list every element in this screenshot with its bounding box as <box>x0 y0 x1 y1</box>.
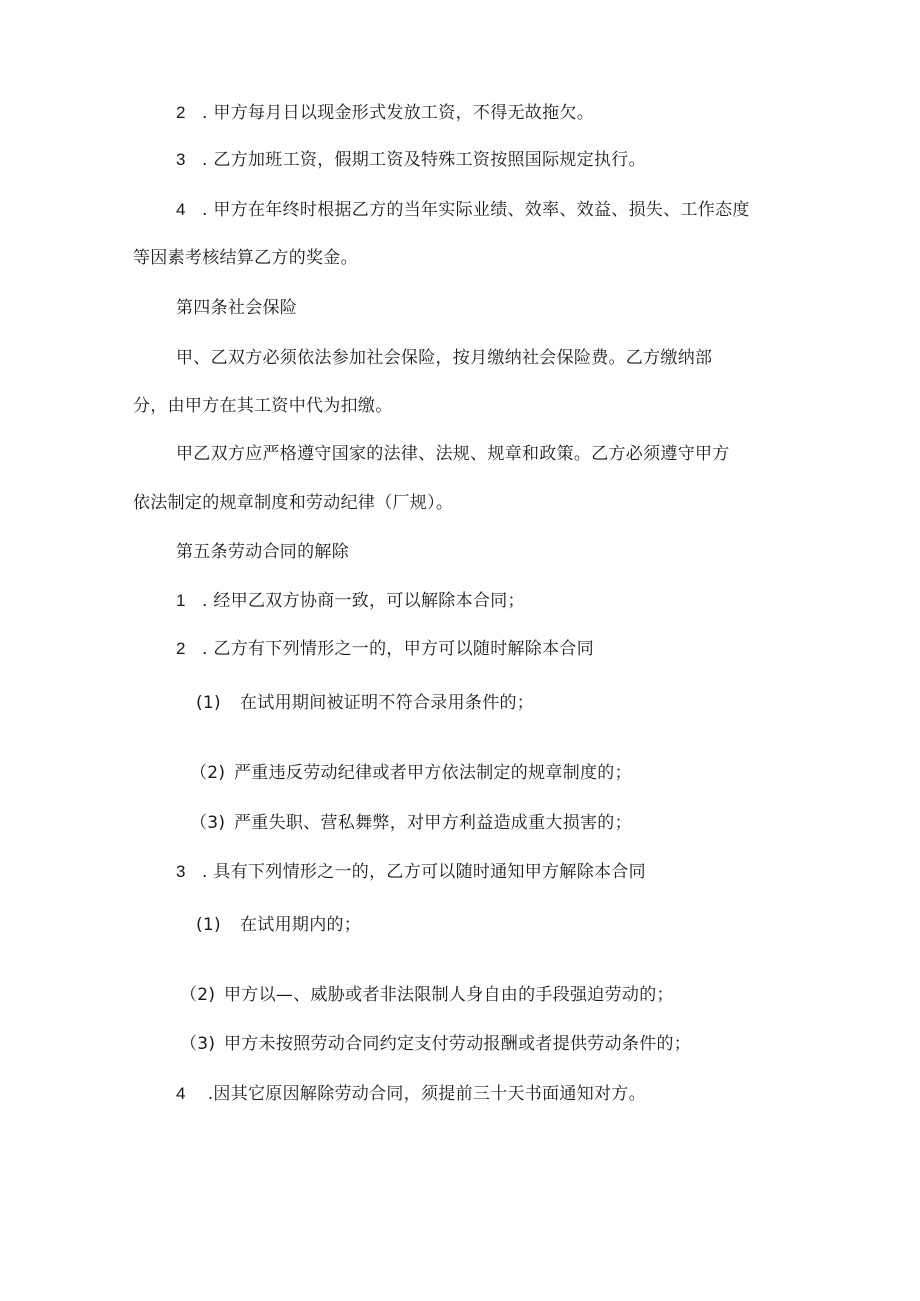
sub-item-number: （3) <box>190 813 226 833</box>
paragraph-line <box>176 347 712 369</box>
paragraph-text: 甲乙双方应严格遵守国家的法律、法规、规章和政策。乙方必须遵守甲方 <box>176 444 730 464</box>
paragraph-line <box>133 395 393 417</box>
sub-item-number: （3) <box>180 1034 216 1054</box>
sub-item-number: (1) <box>196 915 221 935</box>
paragraph-text: 等因素考核结算乙方的奖金。 <box>133 248 358 268</box>
item-number: 4 <box>176 1084 186 1103</box>
paragraph-text: 依法制定的规章制度和劳动纪律（厂规）。 <box>133 493 454 513</box>
item-text: . 经甲乙双方协商一致，可以解除本合同； <box>202 591 525 611</box>
sub-item-text: 在试用期内的； <box>240 915 362 935</box>
item-number: 4 <box>176 200 186 219</box>
clause-item <box>176 199 750 221</box>
paragraph-line <box>133 247 358 269</box>
sub-clause-item <box>190 812 632 834</box>
clause-item <box>176 102 594 124</box>
sub-item-text: 严重失职、营私舞弊，对甲方利益造成重大损害的； <box>234 813 632 833</box>
item-text: . 乙方有下列情形之一的，甲方可以随时解除本合同 <box>202 639 595 659</box>
sub-clause-item <box>190 762 632 784</box>
sub-item-number: (1) <box>196 693 221 713</box>
sub-item-text: 甲方以—、威胁或者非法限制人身自由的手段强迫劳动的； <box>224 985 674 1005</box>
sub-clause-item <box>196 914 361 936</box>
clause-item <box>176 1083 646 1105</box>
section-heading-text: 第四条社会保险 <box>176 298 298 318</box>
section-heading-text: 第五条劳动合同的解除 <box>176 542 349 562</box>
sub-item-text: 甲方未按照劳动合同约定支付劳动报酬或者提供劳动条件的； <box>224 1034 692 1054</box>
section-heading <box>176 541 349 563</box>
clause-item <box>176 861 646 883</box>
clause-item <box>176 638 594 660</box>
paragraph-text: 甲、乙双方必须依法参加社会保险，按月缴纳社会保险费。乙方缴纳部 <box>176 348 713 368</box>
item-text: . 甲方每月日以现金形式发放工资，不得无故拖欠。 <box>202 103 595 123</box>
sub-item-text: 严重违反劳动纪律或者甲方依法制定的规章制度的； <box>234 763 632 783</box>
item-number: 3 <box>176 862 186 881</box>
sub-clause-item <box>180 984 674 1006</box>
sub-item-number: （2) <box>180 985 216 1005</box>
item-number: 2 <box>176 103 186 122</box>
sub-item-number: （2) <box>190 763 226 783</box>
section-heading <box>176 297 297 319</box>
item-text: . 甲方在年终时根据乙方的当年实际业绩、效率、效益、损失、工作态度 <box>202 200 750 220</box>
sub-item-text: 在试用期间被证明不符合录用条件的； <box>240 693 535 713</box>
sub-clause-item <box>196 692 534 714</box>
paragraph-line <box>176 443 730 465</box>
paragraph-text: 分，由甲方在其工资中代为扣缴。 <box>133 396 393 416</box>
item-text: .因其它原因解除劳动合同，须提前三十天书面通知对方。 <box>202 1084 646 1104</box>
item-number: 1 <box>176 591 186 610</box>
sub-clause-item <box>180 1033 691 1055</box>
item-number: 3 <box>176 150 186 169</box>
item-number: 2 <box>176 639 186 658</box>
clause-item <box>176 149 646 171</box>
item-text: . 具有下列情形之一的，乙方可以随时通知甲方解除本合同 <box>202 862 646 882</box>
clause-item <box>176 590 525 612</box>
item-text: . 乙方加班工资，假期工资及特殊工资按照国际规定执行。 <box>202 150 646 170</box>
paragraph-line <box>133 492 453 514</box>
